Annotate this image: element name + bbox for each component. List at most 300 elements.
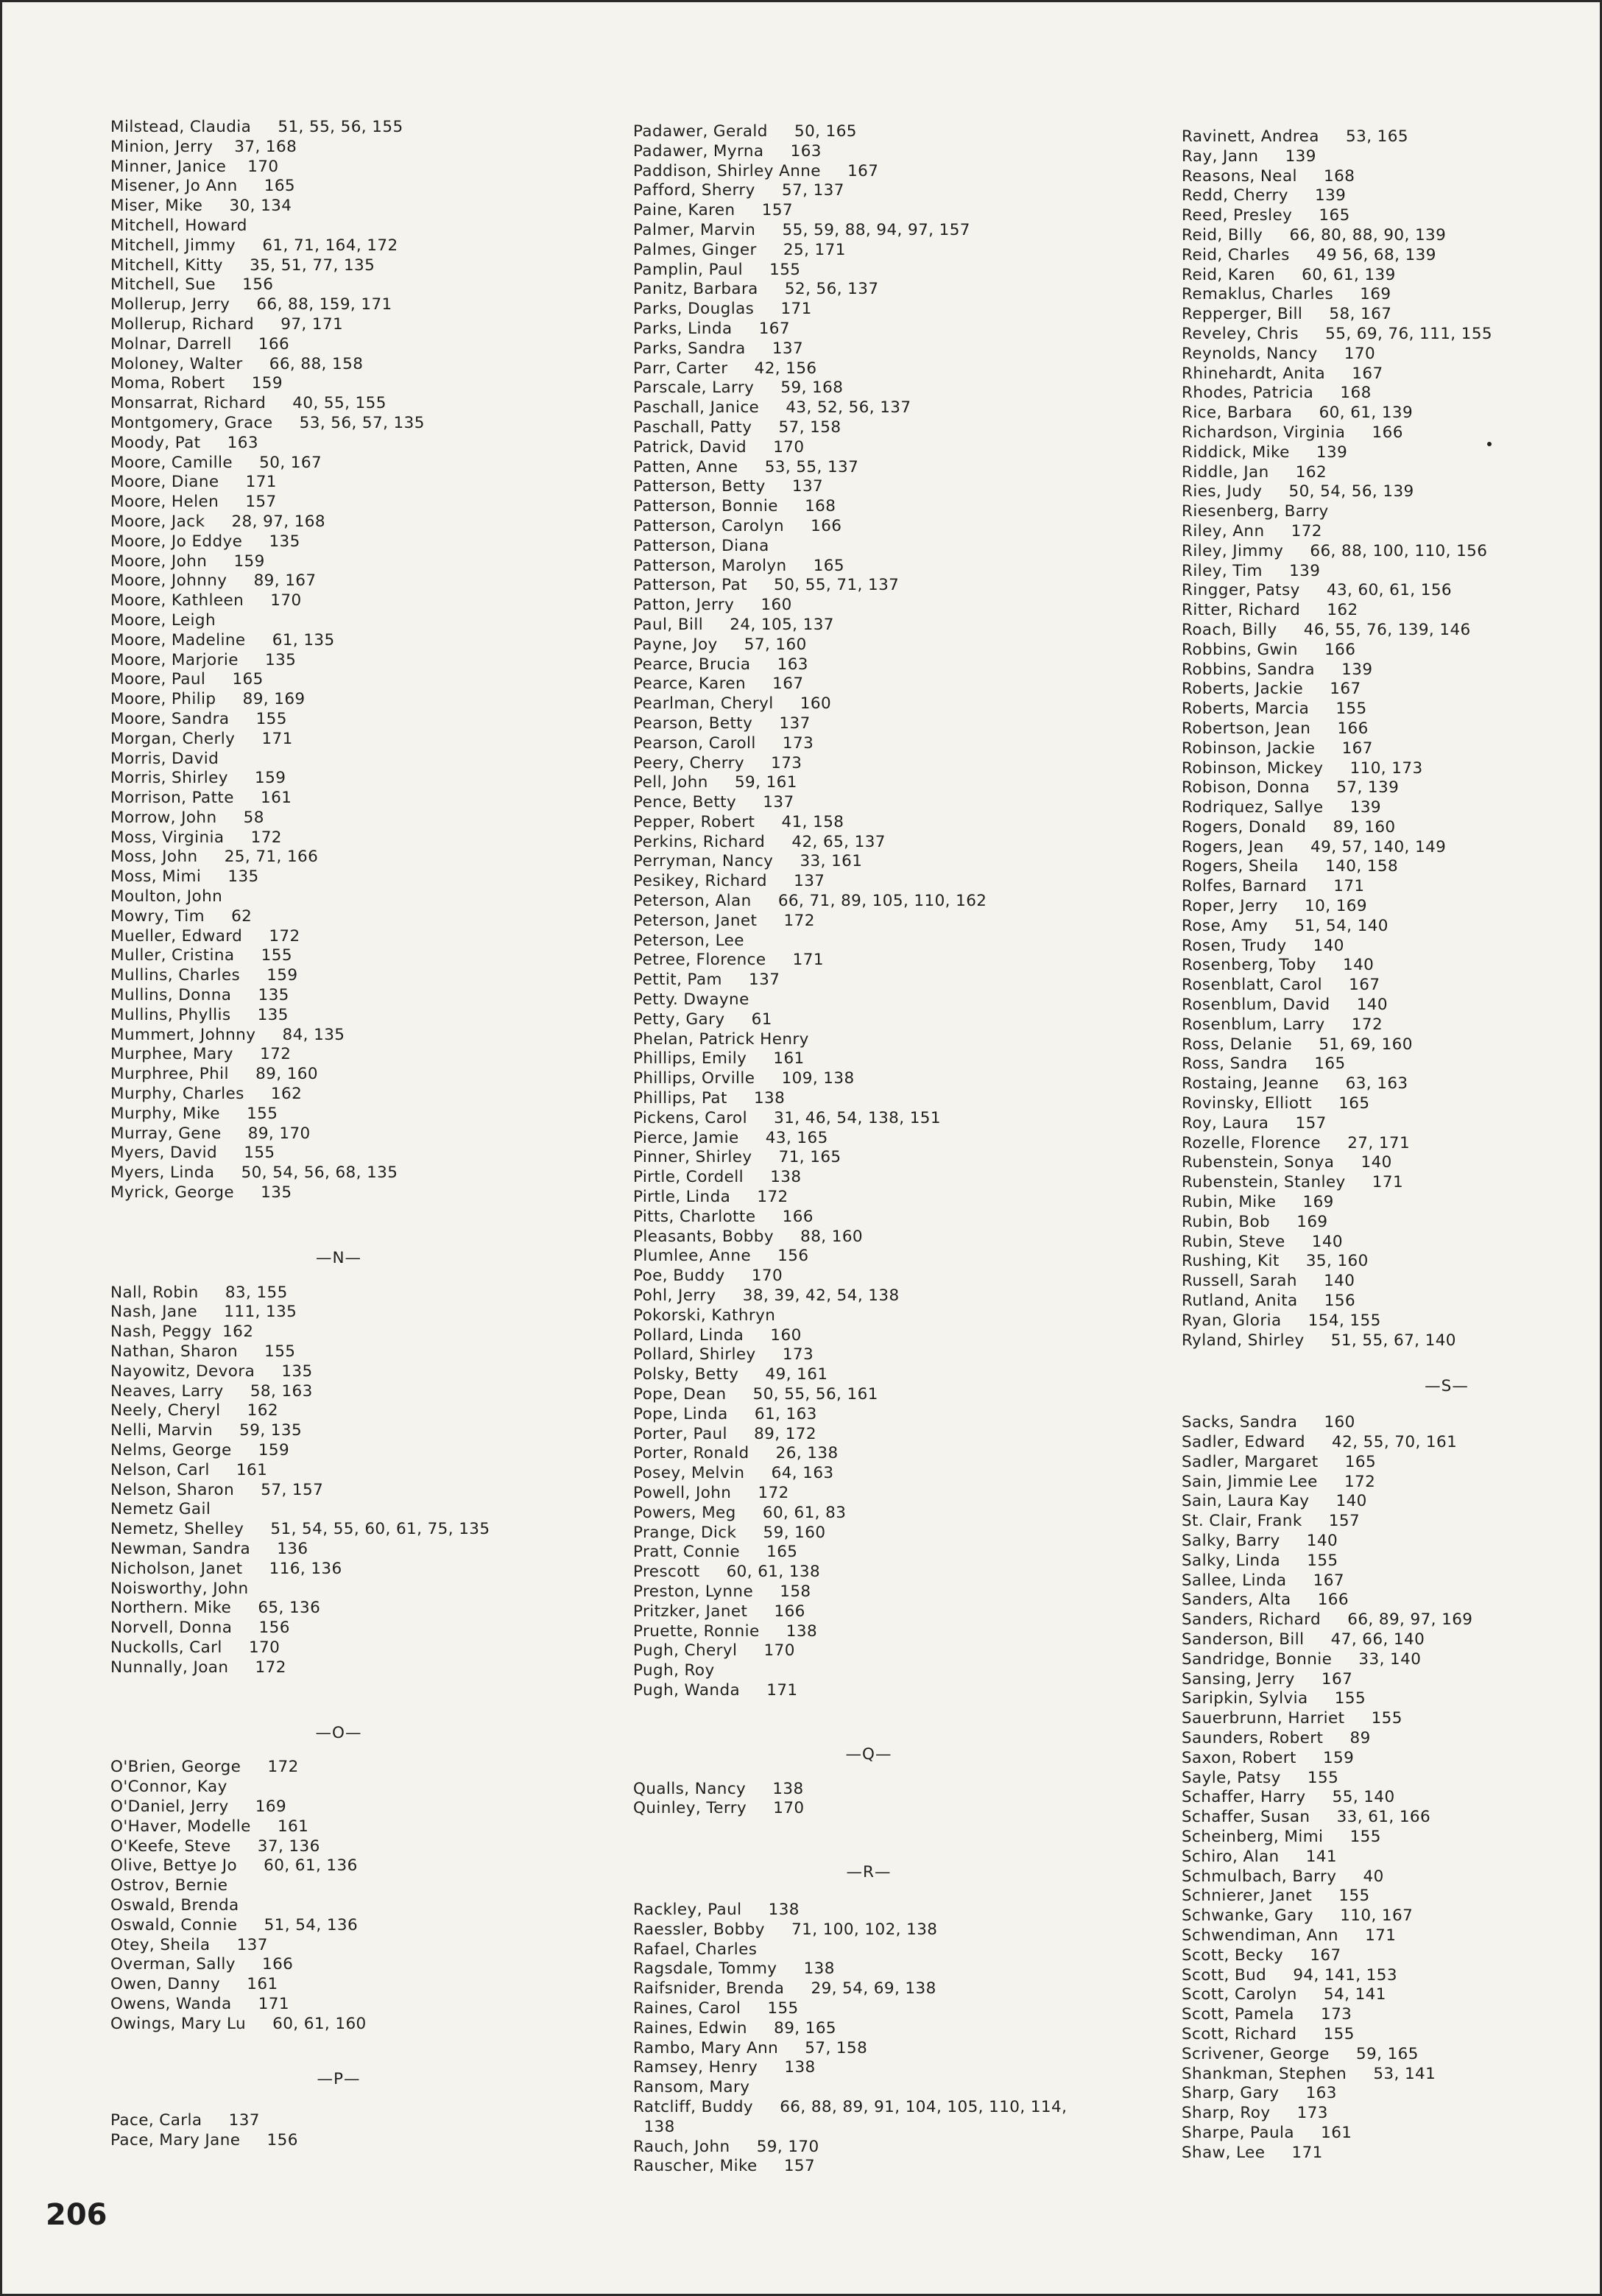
- index-entry: Moore, Jo Eddye 135: [110, 532, 300, 551]
- index-entry: Padawer, Myrna 163: [633, 141, 822, 161]
- index-entry: Moloney, Walter 66, 88, 158: [110, 354, 364, 373]
- index-entry: Scott, Carolyn 54, 141: [1182, 1985, 1386, 2004]
- index-entry: Reid, Billy 66, 80, 88, 90, 139: [1182, 225, 1447, 244]
- index-entry: Reynolds, Nancy 170: [1182, 344, 1376, 363]
- index-entry: Moore, Philip 89, 169: [110, 690, 306, 709]
- index-entry: Moody, Pat 163: [110, 433, 258, 452]
- index-entry: Mollerup, Jerry 66, 88, 159, 171: [110, 295, 392, 314]
- index-entry: Roy, Laura 157: [1182, 1113, 1327, 1133]
- index-entry: Rubin, Bob 169: [1182, 1212, 1328, 1231]
- index-entry: Parks, Douglas 171: [633, 300, 812, 319]
- index-entry: Nall, Robin 83, 155: [110, 1283, 288, 1302]
- index-entry: Ragsdale, Tommy 138: [633, 1959, 835, 1979]
- index-entry: Remaklus, Charles 169: [1182, 285, 1391, 304]
- index-entry: Phillips, Orville 109, 138: [633, 1069, 855, 1088]
- index-entry: Pearce, Brucia 163: [633, 655, 808, 674]
- index-entry: Owens, Wanda 171: [110, 1994, 289, 2013]
- index-entry: Robbins, Sandra 139: [1182, 660, 1373, 679]
- index-entry: Pugh, Roy: [633, 1661, 715, 1680]
- index-entry: Murray, Gene 89, 170: [110, 1124, 311, 1143]
- index-entry: Parr, Carter 42, 156: [633, 359, 817, 378]
- index-entry: Prange, Dick 59, 160: [633, 1523, 826, 1542]
- index-entry: Miser, Mike 30, 134: [110, 197, 292, 216]
- index-entry: Raessler, Bobby 71, 100, 102, 138: [633, 1920, 938, 1939]
- index-entry: Owings, Mary Lu 60, 61, 160: [110, 2014, 367, 2033]
- index-entry: Ryan, Gloria 154, 155: [1182, 1311, 1381, 1330]
- index-entry: Reed, Presley 165: [1182, 206, 1350, 225]
- index-entry: Salky, Barry 140: [1182, 1531, 1338, 1550]
- index-entry: Riley, Tim 139: [1182, 561, 1321, 580]
- stray-dot: [1487, 442, 1492, 446]
- index-entry: Moore, Madeline 61, 135: [110, 630, 335, 649]
- index-entry: Pamplin, Paul 155: [633, 260, 801, 279]
- index-entry: O'Daniel, Jerry 169: [110, 1797, 287, 1816]
- index-entry: Raifsnider, Brenda 29, 54, 69, 138: [633, 1979, 936, 1999]
- index-entry: O'Connor, Kay: [110, 1778, 227, 1797]
- index-entry: Rushing, Kit 35, 160: [1182, 1252, 1369, 1271]
- index-entry: Petty, Gary 61: [633, 1010, 772, 1029]
- index-section-n: [110, 1283, 582, 1678]
- index-entry: Moore, Camille 50, 167: [110, 453, 322, 472]
- index-entry: Rolfes, Barnard 171: [1182, 877, 1365, 896]
- index-entry: O'Keefe, Steve 37, 136: [110, 1837, 320, 1856]
- index-entry: Pearson, Betty 137: [633, 714, 811, 733]
- index-entry: Rauscher, Mike 157: [633, 2157, 816, 2176]
- index-entry: Muller, Cristina 155: [110, 946, 292, 965]
- index-entry: Pafford, Sherry 57, 137: [633, 181, 844, 200]
- index-entry: Pence, Betty 137: [633, 793, 794, 812]
- index-entry: Rovinsky, Elliott 165: [1182, 1094, 1370, 1113]
- index-entry: Nelli, Marvin 59, 135: [110, 1421, 303, 1440]
- index-entry: Morris, Shirley 159: [110, 769, 286, 788]
- index-entry: Minner, Janice 170: [110, 157, 279, 176]
- index-entry: Owen, Danny 161: [110, 1975, 278, 1994]
- index-entry: Pohl, Jerry 38, 39, 42, 54, 138: [633, 1286, 900, 1306]
- index-entry: Moore, Jack 28, 97, 168: [110, 512, 325, 531]
- index-entry: Rutland, Anita 156: [1182, 1292, 1356, 1311]
- index-entry: Powers, Meg 60, 61, 83: [633, 1503, 847, 1522]
- index-entry: Mullins, Phyllis 135: [110, 1005, 289, 1024]
- index-entry: Schiro, Alan 141: [1182, 1847, 1337, 1866]
- index-entry: Parscale, Larry 59, 168: [633, 378, 844, 398]
- index-entry: Rostaing, Jeanne 63, 163: [1182, 1074, 1408, 1094]
- index-entry: Pearlman, Cheryl 160: [633, 694, 832, 714]
- index-entry: Ramsey, Henry 138: [633, 2058, 816, 2077]
- index-entry: Rosenberg, Toby 140: [1182, 956, 1375, 975]
- index-entry: Mullins, Donna 135: [110, 986, 289, 1005]
- index-entry: Peery, Cherry 173: [633, 753, 802, 772]
- index-entry: Perryman, Nancy 33, 161: [633, 852, 863, 871]
- index-entry: Patterson, Bonnie 168: [633, 497, 836, 516]
- index-entry: Reid, Karen 60, 61, 139: [1182, 265, 1396, 284]
- index-entry: Moore, Paul 165: [110, 670, 264, 689]
- index-entry: Petty. Dwayne: [633, 990, 749, 1010]
- section-heading-o: —O—: [315, 1723, 362, 1742]
- index-entry: Moore, Leigh: [110, 610, 216, 630]
- index-entry: Nelson, Sharon 57, 157: [110, 1480, 324, 1499]
- index-entry: Neaves, Larry 58, 163: [110, 1381, 313, 1401]
- section-heading-s: —S—: [1425, 1377, 1469, 1396]
- index-entry: Pepper, Robert 41, 158: [633, 812, 844, 831]
- index-entry: Peterson, Lee: [633, 931, 744, 950]
- index-entry: Pirtle, Linda 172: [633, 1188, 788, 1207]
- index-entry: Rhodes, Patricia 168: [1182, 384, 1372, 403]
- index-entry: Raines, Edwin 89, 165: [633, 2018, 836, 2038]
- index-entry: Sain, Laura Kay 140: [1182, 1492, 1367, 1511]
- index-entry: Misener, Jo Ann 165: [110, 177, 296, 196]
- index-entry: Poe, Buddy 170: [633, 1267, 783, 1286]
- index-entry: Qualls, Nancy 138: [633, 1779, 804, 1798]
- index-entry: Moss, Mimi 135: [110, 867, 259, 887]
- index-entry: Rubin, Steve 140: [1182, 1232, 1343, 1251]
- index-entry: Murphy, Charles 162: [110, 1085, 303, 1104]
- index-entry: Sadler, Edward 42, 55, 70, 161: [1182, 1433, 1458, 1451]
- index-entry: Pritzker, Janet 166: [633, 1602, 805, 1621]
- index-entry: Peterson, Janet 172: [633, 911, 815, 930]
- index-entry: Rafael, Charles: [633, 1940, 758, 1959]
- index-entry: Reasons, Neal 168: [1182, 166, 1355, 186]
- index-entry: Porter, Ronald 26, 138: [633, 1444, 839, 1463]
- index-entry: Sharp, Gary 163: [1182, 2084, 1337, 2103]
- index-entry: Ritter, Richard 162: [1182, 601, 1358, 620]
- index-entry: Overman, Sally 166: [110, 1955, 294, 1974]
- index-entry: Pesikey, Richard 137: [633, 872, 825, 891]
- index-entry: Phillips, Emily 161: [633, 1049, 805, 1068]
- index-entry: Schaffer, Susan 33, 61, 166: [1182, 1808, 1431, 1827]
- index-entry: Nelson, Carl 161: [110, 1460, 268, 1479]
- index-entry: Mueller, Edward 172: [110, 926, 300, 945]
- index-entry: Reid, Charles 49 56, 68, 139: [1182, 245, 1436, 264]
- index-entry: Quinley, Terry 170: [633, 1799, 805, 1818]
- index-entry: Shaw, Lee 171: [1182, 2143, 1323, 2162]
- index-entry: Newman, Sandra 136: [110, 1539, 308, 1558]
- index-entry: Moulton, John: [110, 887, 223, 906]
- index-entry: Rambo, Mary Ann 57, 158: [633, 2038, 868, 2057]
- index-entry: Northern. Mike 65, 136: [110, 1599, 321, 1618]
- index-entry: Otey, Sheila 137: [110, 1935, 268, 1954]
- section-heading-n: —N—: [315, 1248, 362, 1267]
- index-entry: Salky, Linda 155: [1182, 1551, 1338, 1570]
- page-number: 206: [46, 2198, 107, 2232]
- index-entry: Scott, Becky 167: [1182, 1945, 1341, 1965]
- index-entry: Nemetz Gail: [110, 1500, 211, 1519]
- index-entry: Morrow, John 58: [110, 808, 264, 827]
- index-entry: Roberts, Marcia 155: [1182, 700, 1367, 719]
- index-entry: Mollerup, Richard 97, 171: [110, 314, 344, 334]
- index-entry: Rose, Amy 51, 54, 140: [1182, 916, 1388, 935]
- index-entry: Scott, Pamela 173: [1182, 2005, 1352, 2024]
- index-entry: Patterson, Pat 50, 55, 71, 137: [633, 576, 900, 595]
- index-entry: Moore, Diane 171: [110, 473, 277, 492]
- index-entry: Sallee, Linda 167: [1182, 1571, 1344, 1590]
- index-entry: Myers, Linda 50, 54, 56, 68, 135: [110, 1163, 398, 1183]
- index-entry: Rogers, Donald 89, 160: [1182, 817, 1396, 837]
- index-section-p: [633, 122, 1104, 1701]
- index-entry: Moore, Helen 157: [110, 493, 277, 512]
- index-column-3: [1182, 127, 1602, 2163]
- index-entry: Palmes, Ginger 25, 171: [633, 240, 846, 259]
- index-entry: Nuckolls, Carl 170: [110, 1638, 280, 1657]
- index-entry: Robison, Donna 57, 139: [1182, 778, 1400, 797]
- index-entry: Moss, John 25, 71, 166: [110, 848, 319, 867]
- index-entry: Sayle, Patsy 155: [1182, 1768, 1339, 1787]
- index-entry: Myrick, George 135: [110, 1183, 292, 1202]
- index-entry: Pruette, Ronnie 138: [633, 1621, 818, 1641]
- index-entry: Robbins, Gwin 166: [1182, 640, 1356, 659]
- index-entry: St. Clair, Frank 157: [1182, 1512, 1361, 1531]
- index-entry: Mitchell, Sue 156: [110, 275, 274, 295]
- index-entry: Nunnally, Joan 172: [110, 1658, 286, 1677]
- index-entry: Riley, Ann 172: [1182, 521, 1322, 540]
- index-entry: Riesenberg, Barry: [1182, 502, 1329, 521]
- index-entry: Riley, Jimmy 66, 88, 100, 110, 156: [1182, 541, 1488, 560]
- index-entry: Pollard, Shirley 173: [633, 1345, 814, 1364]
- index-entry: Mitchell, Kitty 35, 51, 77, 135: [110, 256, 375, 275]
- index-entry: Myers, David 155: [110, 1144, 275, 1163]
- index-entry: Sain, Jimmie Lee 172: [1182, 1472, 1376, 1491]
- index-column-2: [633, 122, 1104, 2177]
- index-entry: Moss, Virginia 172: [110, 828, 282, 847]
- index-entry: Nash, Jane 111, 135: [110, 1303, 297, 1322]
- index-entry: Rackley, Paul 138: [633, 1900, 800, 1919]
- index-entry: Ross, Delanie 51, 69, 160: [1182, 1035, 1413, 1054]
- index-entry: Polsky, Betty 49, 161: [633, 1365, 828, 1384]
- index-entry: Sharp, Roy 173: [1182, 2104, 1328, 2123]
- index-entry: Monsarrat, Richard 40, 55, 155: [110, 394, 387, 413]
- index-entry: Nelms, George 159: [110, 1441, 290, 1459]
- index-entry: Phelan, Patrick Henry: [633, 1029, 809, 1049]
- index-entry: Russell, Sarah 140: [1182, 1272, 1355, 1291]
- index-entry: Molnar, Darrell 166: [110, 334, 290, 353]
- index-entry: Ryland, Shirley 51, 55, 67, 140: [1182, 1331, 1456, 1350]
- index-entry: Preston, Lynne 158: [633, 1582, 811, 1601]
- index-section-p-start: [110, 2111, 582, 2151]
- index-entry: Shankman, Stephen 53, 141: [1182, 2064, 1436, 2083]
- index-entry: Sanders, Alta 166: [1182, 1591, 1349, 1610]
- index-entry: Rozelle, Florence 27, 171: [1182, 1133, 1411, 1152]
- index-entry: Parks, Sandra 137: [633, 339, 804, 358]
- index-entry: Payne, Joy 57, 160: [633, 635, 807, 654]
- index-entry: Paine, Karen 157: [633, 201, 793, 220]
- index-entry: Paschall, Janice 43, 52, 56, 137: [633, 398, 911, 418]
- index-entry: Panitz, Barbara 52, 56, 137: [633, 280, 879, 299]
- index-entry: Repperger, Bill 58, 167: [1182, 305, 1392, 324]
- index-entry: Peterson, Alan 66, 71, 89, 105, 110, 162: [633, 892, 987, 911]
- index-entry: Patrick, David 170: [633, 437, 805, 457]
- index-entry: Ransom, Mary: [633, 2078, 750, 2097]
- index-entry: Parks, Linda 167: [633, 319, 790, 338]
- index-section-q: [633, 1780, 1104, 1820]
- index-entry: Rubenstein, Stanley 171: [1182, 1173, 1404, 1192]
- index-entry: Moma, Robert 159: [110, 374, 283, 393]
- index-entry: Neely, Cheryl 162: [110, 1401, 278, 1420]
- index-entry: Scheinberg, Mimi 155: [1182, 1827, 1381, 1846]
- index-entry: Sauerbrunn, Harriet 155: [1182, 1709, 1402, 1728]
- index-entry: Nemetz, Shelley 51, 54, 55, 60, 61, 75, 135: [110, 1520, 490, 1539]
- index-entry: Patton, Jerry 160: [633, 596, 792, 615]
- index-entry: Olive, Bettye Jo 60, 61, 136: [110, 1856, 358, 1876]
- index-entry: Paul, Bill 24, 105, 137: [633, 615, 834, 634]
- index-entry: Ray, Jann 139: [1182, 147, 1316, 166]
- index-entry: Pugh, Cheryl 170: [633, 1641, 795, 1661]
- index-entry: Nayowitz, Devora 135: [110, 1362, 313, 1381]
- index-entry: Pitts, Charlotte 166: [633, 1207, 814, 1226]
- index-entry: Moore, Marjorie 135: [110, 650, 297, 669]
- index-entry: Pirtle, Cordell 138: [633, 1168, 802, 1187]
- index-entry: Petree, Florence 171: [633, 951, 824, 970]
- index-entry: Pinner, Shirley 71, 165: [633, 1148, 841, 1167]
- index-entry: Scott, Richard 155: [1182, 2024, 1355, 2043]
- index-entry: Milstead, Claudia 51, 55, 56, 155: [110, 118, 403, 136]
- index-entry: Riddick, Mike 139: [1182, 443, 1348, 462]
- index-entry: Phillips, Pat 138: [633, 1089, 786, 1108]
- index-entry: Mitchell, Howard: [110, 216, 247, 235]
- index-entry: Pratt, Connie 165: [633, 1543, 798, 1562]
- index-entry: Ross, Sandra 165: [1182, 1054, 1346, 1074]
- index-entry: Moore, Johnny 89, 167: [110, 571, 317, 591]
- index-entry: Mullins, Charles 159: [110, 966, 298, 985]
- index-entry: Sanders, Richard 66, 89, 97, 169: [1182, 1610, 1473, 1630]
- index-entry: Murphree, Phil 89, 160: [110, 1065, 318, 1084]
- index-entry: Roach, Billy 46, 55, 76, 139, 146: [1182, 620, 1471, 639]
- index-entry: Pearce, Karen 167: [633, 675, 804, 694]
- index-entry: Pollard, Linda 160: [633, 1325, 802, 1345]
- index-entry: Rodriquez, Sallye 139: [1182, 798, 1381, 817]
- index-entry: Schnierer, Janet 155: [1182, 1887, 1370, 1906]
- index-entry: Pierce, Jamie 43, 165: [633, 1128, 828, 1147]
- index-entry: Ravinett, Andrea 53, 165: [1182, 127, 1408, 146]
- index-entry: Morrison, Patte 161: [110, 789, 292, 808]
- index-entry: Ostrov, Bernie: [110, 1876, 228, 1895]
- index-entry: Scrivener, George 59, 165: [1182, 2044, 1419, 2063]
- index-entry: Rhinehardt, Anita 167: [1182, 364, 1383, 383]
- index-entry: Raines, Carol 155: [633, 1999, 799, 2018]
- index-entry: Pettit, Pam 137: [633, 971, 780, 990]
- index-entry: Rosenblatt, Carol 167: [1182, 976, 1380, 995]
- index-entry: Rosenblum, David 140: [1182, 996, 1388, 1015]
- index-entry: Paddison, Shirley Anne 167: [633, 161, 879, 180]
- index-entry: Schmulbach, Barry 40: [1182, 1867, 1384, 1886]
- index-entry: Pope, Linda 61, 163: [633, 1404, 817, 1423]
- index-entry: Moore, Kathleen 170: [110, 591, 302, 610]
- index-entry: Patten, Anne 53, 55, 137: [633, 457, 859, 476]
- index-entry: Rosenblum, Larry 172: [1182, 1015, 1383, 1034]
- index-entry: Morris, David: [110, 749, 219, 768]
- index-entry: Rosen, Trudy 140: [1182, 936, 1344, 955]
- index-entry: Nash, Peggy 162: [110, 1323, 254, 1342]
- index-entry: Noisworthy, John: [110, 1579, 249, 1598]
- index-entry: O'Haver, Modelle 161: [110, 1817, 309, 1836]
- index-entry: Pace, Carla 137: [110, 2111, 260, 2130]
- index-entry: Pickens, Carol 31, 46, 54, 138, 151: [633, 1108, 941, 1127]
- index-entry: Porter, Paul 89, 172: [633, 1424, 816, 1443]
- index-entry: O'Brien, George 172: [110, 1758, 299, 1777]
- index-entry: Robinson, Jackie 167: [1182, 739, 1373, 758]
- index-section-s: [1182, 1413, 1602, 2163]
- index-entry: Schwendiman, Ann 171: [1182, 1926, 1397, 1945]
- index-entry: Saunders, Robert 89: [1182, 1728, 1371, 1747]
- index-entry: Scott, Bud 94, 141, 153: [1182, 1965, 1397, 1985]
- index-entry: Ringger, Patsy 43, 60, 61, 156: [1182, 581, 1452, 600]
- index-entry: Moore, John 159: [110, 552, 265, 571]
- index-entry: Roper, Jerry 10, 169: [1182, 897, 1367, 916]
- index-entry: Rauch, John 59, 170: [633, 2137, 819, 2156]
- index-entry: Nicholson, Janet 116, 136: [110, 1559, 342, 1578]
- index-entry: Pokorski, Kathryn: [633, 1306, 776, 1325]
- index-entry: Powell, John 172: [633, 1483, 789, 1502]
- index-entry: Montgomery, Grace 53, 56, 57, 135: [110, 413, 425, 432]
- index-section-m: [110, 118, 582, 1203]
- index-entry: Oswald, Brenda: [110, 1895, 239, 1915]
- index-entry: Rubenstein, Sonya 140: [1182, 1153, 1392, 1172]
- index-entry: Sandridge, Bonnie 33, 140: [1182, 1649, 1422, 1669]
- index-entry: 138: [633, 2117, 675, 2136]
- index-entry: Mitchell, Jimmy 61, 71, 164, 172: [110, 236, 398, 255]
- index-entry: Rogers, Sheila 140, 158: [1182, 857, 1399, 876]
- index-entry: Sharpe, Paula 161: [1182, 2123, 1352, 2142]
- index-entry: Rubin, Mike 169: [1182, 1193, 1334, 1212]
- index-entry: Moore, Sandra 155: [110, 709, 287, 728]
- index-entry: Rice, Barbara 60, 61, 139: [1182, 404, 1414, 423]
- index-entry: Minion, Jerry 37, 168: [110, 137, 297, 156]
- index-column-1: [110, 118, 582, 2151]
- index-entry: Sanderson, Bill 47, 66, 140: [1182, 1630, 1425, 1649]
- section-heading-p: —P—: [317, 2069, 361, 2088]
- index-entry: Redd, Cherry 139: [1182, 186, 1347, 205]
- index-entry: Pell, John 59, 161: [633, 773, 797, 792]
- index-entry: Pope, Dean 50, 55, 56, 161: [633, 1385, 878, 1404]
- index-entry: Patterson, Betty 137: [633, 477, 824, 496]
- index-entry: Plumlee, Anne 156: [633, 1247, 809, 1266]
- index-entry: Prescott 60, 61, 138: [633, 1563, 821, 1582]
- index-entry: Rogers, Jean 49, 57, 140, 149: [1182, 837, 1447, 856]
- index-entry: Saripkin, Sylvia 155: [1182, 1689, 1366, 1708]
- index-entry: Saxon, Robert 159: [1182, 1748, 1355, 1767]
- index-section-o: [110, 1758, 582, 2034]
- index-entry: Riddle, Jan 162: [1182, 462, 1327, 482]
- section-heading-r: —R—: [846, 1863, 892, 1882]
- index-entry: Schaffer, Harry 55, 140: [1182, 1788, 1395, 1807]
- index-entry: Mummert, Johnny 84, 135: [110, 1025, 345, 1044]
- index-entry: Ratcliff, Buddy 66, 88, 89, 91, 104, 105, 110, 114,: [633, 2097, 1068, 2116]
- index-entry: Reveley, Chris 55, 69, 76, 111, 155: [1182, 324, 1492, 343]
- index-entry: Pace, Mary Jane 156: [110, 2131, 298, 2150]
- index-entry: Patterson, Carolyn 166: [633, 516, 842, 535]
- index-entry: Roberts, Jackie 167: [1182, 680, 1361, 699]
- index-entry: Patterson, Diana: [633, 536, 769, 555]
- index-entry: Pleasants, Bobby 88, 160: [633, 1227, 864, 1246]
- index-entry: Palmer, Marvin 55, 59, 88, 94, 97, 157: [633, 220, 970, 239]
- index-entry: Oswald, Connie 51, 54, 136: [110, 1915, 359, 1934]
- index-entry: Murphee, Mary 172: [110, 1045, 292, 1064]
- index-entry: Posey, Melvin 64, 163: [633, 1464, 834, 1483]
- index-entry: Ries, Judy 50, 54, 56, 139: [1182, 482, 1414, 501]
- section-heading-q: —Q—: [845, 1744, 892, 1764]
- index-entry: Norvell, Donna 156: [110, 1619, 290, 1638]
- index-entry: Sadler, Margaret 165: [1182, 1452, 1377, 1471]
- index-section-r: [1182, 127, 1602, 1351]
- index-section-r-start: [633, 1901, 1104, 2177]
- index-entry: Patterson, Marolyn 165: [633, 556, 844, 575]
- index-entry: Sansing, Jerry 167: [1182, 1669, 1353, 1688]
- index-entry: Pugh, Wanda 171: [633, 1680, 798, 1700]
- index-entry: Perkins, Richard 42, 65, 137: [633, 832, 886, 851]
- index-entry: Padawer, Gerald 50, 165: [633, 122, 857, 141]
- index-entry: Mowry, Tim 62: [110, 906, 253, 926]
- index-entry: Murphy, Mike 155: [110, 1104, 278, 1123]
- index-entry: Robertson, Jean 166: [1182, 719, 1369, 738]
- index-entry: Nathan, Sharon 155: [110, 1342, 296, 1362]
